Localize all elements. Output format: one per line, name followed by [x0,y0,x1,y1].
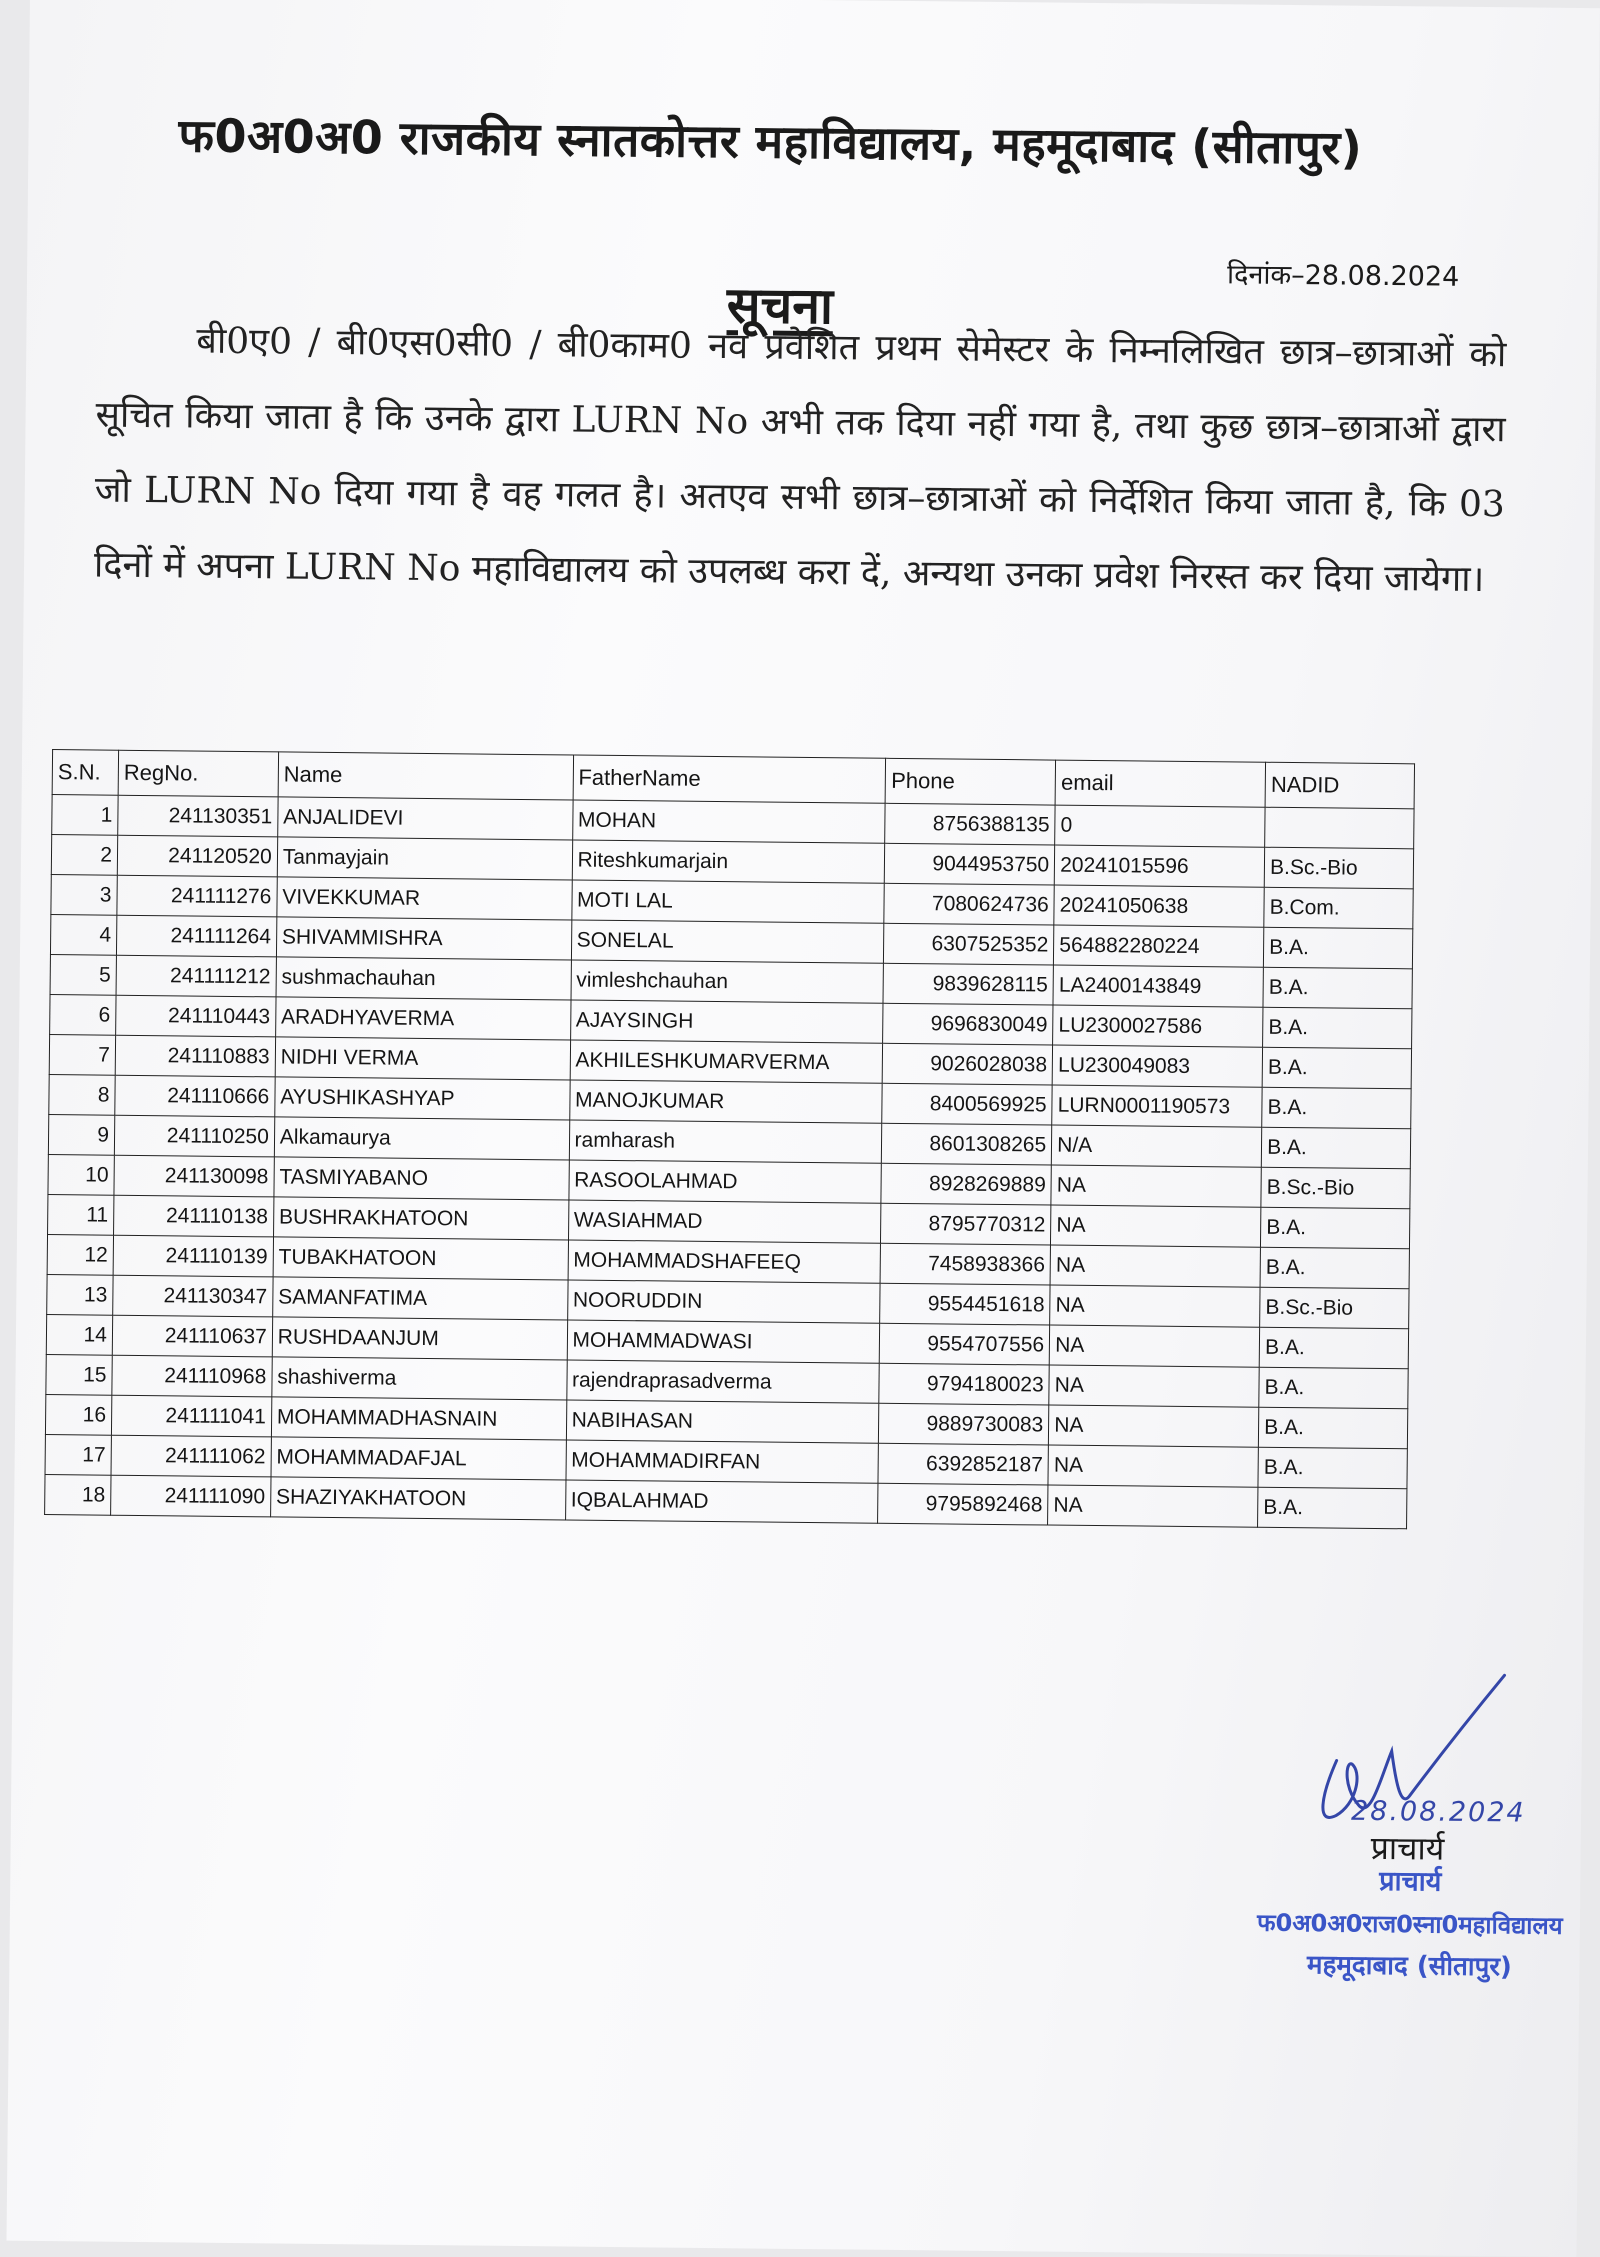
cell-nadid: B.A. [1263,1007,1412,1049]
col-name: Name [278,752,573,800]
notice-heading: सूचना [726,276,834,336]
cell-email: LA2400143849 [1053,965,1263,1007]
cell-nadid: B.A. [1258,1487,1407,1529]
cell-sn: 11 [48,1195,114,1236]
cell-email: NA [1050,1285,1260,1327]
cell-phone: 7458938366 [880,1243,1050,1285]
cell-sn: 16 [45,1395,111,1436]
cell-nadid: B.Sc.-Bio [1264,847,1413,889]
signature-date: 28.08.2024 [1350,1795,1526,1829]
stamp-line-institution: फ0अ0अ0राज0स्ना0महाविद्यालय [1256,1908,1563,1940]
cell-email: NA [1050,1245,1260,1287]
cell-fathername: MOTI LAL [571,880,884,923]
cell-sn: 6 [50,995,116,1036]
cell-phone: 9044953750 [885,843,1055,885]
cell-fathername: MOHAMMADWASI [567,1320,880,1363]
cell-regno: 241130098 [114,1155,274,1197]
cell-name: AYUSHIKASHYAP [275,1077,570,1120]
cell-name: TASMIYABANO [274,1157,569,1200]
cell-name: SHAZIYAKHATOON [270,1477,565,1520]
cell-name: sushmachauhan [276,957,571,1000]
notice-body: बी0ए0 / बी0एस0सी0 / बी0काम0 नव प्रवेशित प्रथम सेमेस्टर के निम्नलिखित छात्र–छात्राओं को सूचित किया जाता है कि उनके द्वारा LURN No अभी तक दिया नहीं गया है, तथा कुछ छात्र–छात्राओं द्वारा जो LURN No दिया गया है वह गलत है। अतएव सभी छात्र–छात्राओं को निर्देशित किया जाता है, कि 03 दिनों में अपना LURN No महाविद्यालय को उपलब्ध करा दें, अन्यथा उनका प्रवेश निरस्त कर दिया जायेगा। [93,320,1507,601]
cell-phone: 6392852187 [878,1443,1048,1485]
cell-sn: 18 [45,1475,111,1516]
cell-email: NA [1048,1445,1258,1487]
signature-block [1239,1655,1600,2039]
cell-name: VIVEKKUMAR [277,877,572,920]
cell-fathername: AKHILESHKUMARVERMA [570,1040,883,1083]
cell-phone: 9889730083 [879,1403,1049,1445]
cell-email: NA [1049,1405,1259,1447]
cell-fathername: MOHAMMADIRFAN [566,1440,879,1483]
cell-email: LURN0001190573 [1052,1085,1262,1127]
cell-name: shashiverma [272,1357,567,1400]
cell-nadid [1265,807,1414,849]
cell-regno: 241110138 [113,1195,273,1237]
cell-sn: 17 [45,1435,111,1476]
cell-regno: 241110139 [113,1235,273,1277]
col-phone: Phone [885,758,1055,805]
cell-fathername: IQBALAHMAD [565,1480,878,1523]
paper-sheet [6,0,1599,2257]
cell-fathername: MOHAN [572,800,885,843]
cell-nadid: B.Com. [1264,887,1413,929]
cell-fathername: WASIAHMAD [568,1200,881,1243]
cell-phone: 8400569925 [882,1083,1052,1125]
cell-phone: 6307525352 [884,923,1054,965]
cell-email: 20241050638 [1054,885,1264,927]
cell-name: ANJALIDEVI [277,797,572,840]
cell-phone: 8928269889 [881,1163,1051,1205]
cell-phone: 9554707556 [880,1323,1050,1365]
cell-nadid: B.A. [1261,1127,1410,1169]
cell-regno: 241110666 [115,1075,275,1117]
cell-nadid: B.A. [1263,967,1412,1009]
cell-name: MOHAMMADHASNAIN [271,1397,566,1440]
col-email: email [1055,760,1265,807]
cell-phone: 9696830049 [883,1003,1053,1045]
cell-regno: 241111041 [111,1395,271,1437]
cell-phone: 9794180023 [879,1363,1049,1405]
cell-email: LU2300027586 [1053,1005,1263,1047]
cell-name: RUSHDAANJUM [272,1317,567,1360]
cell-name: SAMANFATIMA [272,1277,567,1320]
student-table [44,749,1415,1529]
cell-name: Alkamaurya [274,1117,569,1160]
cell-email: NA [1051,1205,1261,1247]
cell-name: TUBAKHATOON [273,1237,568,1280]
cell-fathername: RASOOLAHMAD [568,1160,881,1203]
cell-fathername: NABIHASAN [566,1400,879,1443]
col-fathername: FatherName [573,755,886,803]
stamp-title: प्राचार्य [1379,1866,1442,1898]
cell-fathername: MANOJKUMAR [569,1080,882,1123]
cell-fathername: AJAYSINGH [570,1000,883,1043]
cell-regno: 241111264 [116,915,276,957]
cell-email: NA [1048,1485,1258,1527]
cell-sn: 15 [46,1355,112,1396]
cell-fathername: SONELAL [571,920,884,963]
cell-nadid: B.A. [1262,1087,1411,1129]
cell-email: N/A [1052,1125,1262,1167]
cell-sn: 1 [52,795,118,836]
cell-fathername: MOHAMMADSHAFEEQ [568,1240,881,1283]
cell-sn: 3 [51,875,117,916]
cell-phone: 8601308265 [882,1123,1052,1165]
cell-regno: 241111212 [116,955,276,997]
cell-nadid: B.Sc.-Bio [1260,1287,1409,1329]
cell-regno: 241120520 [117,835,277,877]
cell-sn: 14 [46,1315,112,1356]
cell-nadid: B.A. [1258,1447,1407,1489]
cell-name: Tanmayjain [277,837,572,880]
cell-sn: 5 [50,955,116,996]
cell-email: LU230049083 [1052,1045,1262,1087]
cell-regno: 241130347 [113,1275,273,1317]
cell-sn: 8 [49,1075,115,1116]
principal-stamp [1219,1859,1600,1989]
stamp-line-place: महमूदाबाद (सीतापुर) [1306,1950,1513,1983]
institution-title: फ0अ0अ0 राजकीय स्नातकोत्तर महाविद्यालय, महमूदाबाद (सीतापुर) [178,108,1363,175]
cell-fathername: vimleshchauhan [571,960,884,1003]
cell-email: 0 [1055,805,1265,847]
cell-email: NA [1051,1165,1261,1207]
cell-email: 564882280224 [1054,925,1264,967]
cell-regno: 241111090 [111,1475,271,1517]
cell-email: 20241015596 [1054,845,1264,887]
cell-regno: 241110968 [112,1355,272,1397]
cell-name: NIDHI VERMA [275,1037,570,1080]
cell-nadid: B.A. [1262,1047,1411,1089]
cell-name: MOHAMMADAFJAL [271,1437,566,1480]
cell-regno: 241110250 [114,1115,274,1157]
cell-name: SHIVAMMISHRA [276,917,571,960]
cell-name: ARADHYAVERMA [275,997,570,1040]
cell-phone: 8795770312 [881,1203,1051,1245]
cell-nadid: B.Sc.-Bio [1261,1167,1410,1209]
notice-date: दिनांक–28.08.2024 [1226,259,1460,293]
cell-phone: 9795892468 [878,1483,1048,1525]
signature-title: प्राचार्य [1370,1828,1445,1868]
col-regno: RegNo. [118,750,278,797]
cell-fathername: NOORUDDIN [567,1280,880,1323]
cell-regno: 241130351 [118,795,278,837]
cell-email: NA [1049,1325,1259,1367]
cell-sn: 2 [51,835,117,876]
cell-phone: 8756388135 [885,803,1055,845]
cell-nadid: B.A. [1264,927,1413,969]
col-sn: S.N. [52,750,118,796]
cell-phone: 9554451618 [880,1283,1050,1325]
cell-nadid: B.A. [1258,1407,1407,1449]
cell-name: BUSHRAKHATOON [273,1197,568,1240]
cell-sn: 13 [47,1275,113,1316]
cell-nadid: B.A. [1260,1247,1409,1289]
cell-nadid: B.A. [1261,1207,1410,1249]
cell-phone: 7080624736 [884,883,1054,925]
cell-phone: 9839628115 [883,963,1053,1005]
cell-fathername: ramharash [569,1120,882,1163]
cell-regno: 241110883 [115,1035,275,1077]
cell-regno: 241110443 [116,995,276,1037]
cell-fathername: Riteshkumarjain [572,840,885,883]
cell-sn: 7 [49,1035,115,1076]
cell-sn: 10 [48,1155,114,1196]
cell-fathername: rajendraprasadverma [566,1360,879,1403]
cell-regno: 241110637 [112,1315,272,1357]
cell-sn: 9 [48,1115,114,1156]
cell-sn: 12 [47,1235,113,1276]
cell-regno: 241111062 [111,1435,271,1477]
cell-email: NA [1049,1365,1259,1407]
cell-nadid: B.A. [1259,1367,1408,1409]
cell-phone: 9026028038 [883,1043,1053,1085]
col-nadid: NADID [1265,762,1414,809]
cell-nadid: B.A. [1259,1327,1408,1369]
cell-regno: 241111276 [117,875,277,917]
cell-sn: 4 [50,915,116,956]
